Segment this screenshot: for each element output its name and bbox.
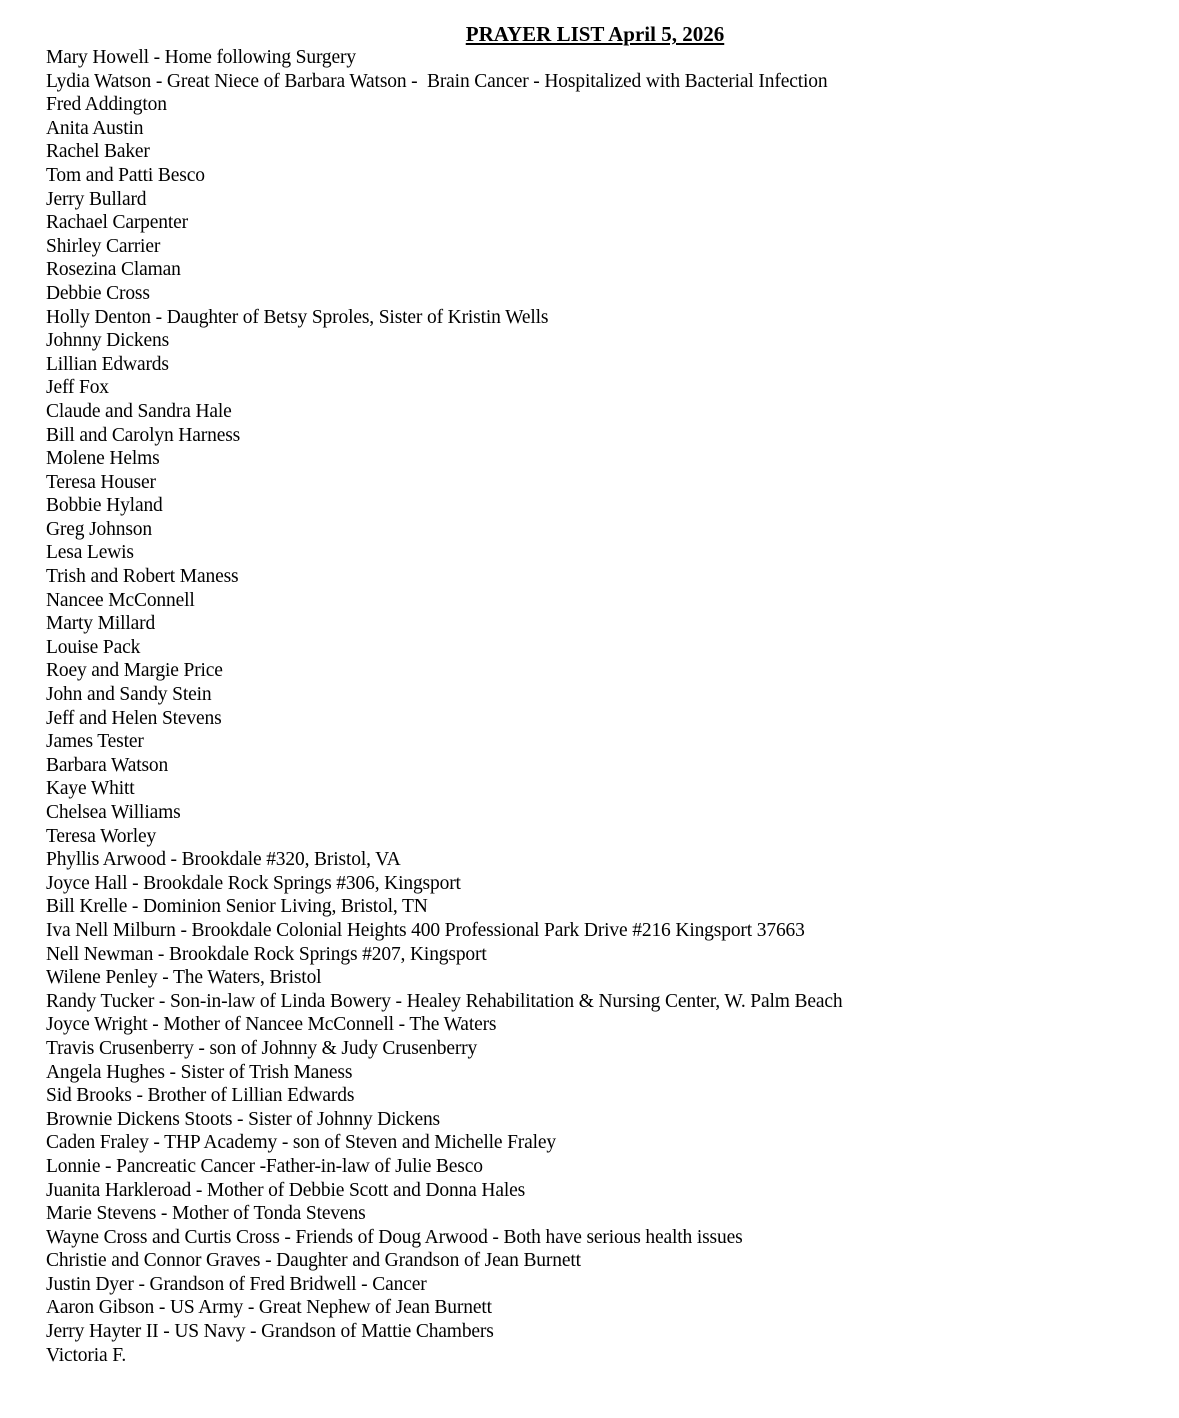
list-item: Bill Krelle - Dominion Senior Living, Bristol, TN <box>46 896 428 918</box>
list-item: Caden Fraley - THP Academy - son of Steven and Michelle Fraley <box>46 1132 557 1154</box>
list-item: Teresa Houser <box>46 471 156 493</box>
list-item: Johnny Dickens <box>46 330 170 352</box>
list-item: Bobbie Hyland <box>46 495 163 517</box>
list-item: Lonnie - Pancreatic Cancer -Father-in-law of Julie Besco <box>46 1155 483 1177</box>
list-item: Anita Austin <box>46 117 144 139</box>
list-item: Lillian Edwards <box>46 353 169 375</box>
list-item: Jeff Fox <box>46 377 109 399</box>
list-item: Bill and Carolyn Harness <box>46 424 241 446</box>
list-item: Nancee McConnell <box>46 589 195 611</box>
list-item: Angela Hughes - Sister of Trish Maness <box>46 1061 353 1083</box>
list-item: Teresa Worley <box>46 825 157 847</box>
list-item: Rosezina Claman <box>46 259 181 281</box>
list-item: Greg Johnson <box>46 518 152 540</box>
list-item: John and Sandy Stein <box>46 684 212 706</box>
list-item: Jerry Bullard <box>46 188 147 210</box>
list-item: Jerry Hayter II - US Navy - Grandson of Mattie Chambers <box>46 1321 494 1343</box>
list-item: Shirley Carrier <box>46 235 161 257</box>
list-item: Travis Crusenberry - son of Johnny & Judy Crusenberry <box>46 1037 478 1059</box>
list-item: Barbara Watson <box>46 754 169 776</box>
list-item: Iva Nell Milburn - Brookdale Colonial Heights 400 Professional Park Drive #216 Kingsport 37663 <box>46 919 805 941</box>
list-item: Louise Pack <box>46 636 141 658</box>
list-item: Holly Denton - Daughter of Betsy Sproles, Sister of Kristin Wells <box>46 306 549 328</box>
list-item: Randy Tucker - Son-in-law of Linda Bowery - Healey Rehabilitation & Nursing Center, W. Palm Beach <box>46 990 843 1012</box>
list-item: Mary Howell - Home following Surgery <box>46 47 356 68</box>
list-item: Lydia Watson - Great Niece of Barbara Watson - Brain Cancer - Hospitalized with Bacterial Infection <box>46 70 828 92</box>
list-item: Kaye Whitt <box>46 778 135 800</box>
list-item: Justin Dyer - Grandson of Fred Bridwell - Cancer <box>46 1273 427 1295</box>
list-item: Fred Addington <box>46 94 167 116</box>
list-item: Christie and Connor Graves - Daughter and Grandson of Jean Burnett <box>46 1250 581 1272</box>
prayer-list <box>46 46 1166 1367</box>
list-item: James Tester <box>46 731 144 753</box>
list-item: Phyllis Arwood - Brookdale #320, Bristol, VA <box>46 849 401 871</box>
list-item: Aaron Gibson - US Army - Great Nephew of Jean Burnett <box>46 1297 492 1319</box>
list-item: Victoria F. <box>46 1344 127 1366</box>
list-item: Marty Millard <box>46 613 156 635</box>
list-item: Debbie Cross <box>46 282 150 304</box>
list-item: Marie Stevens - Mother of Tonda Stevens <box>46 1203 366 1225</box>
list-item: Jeff and Helen Stevens <box>46 707 222 729</box>
page-title: PRAYER LIST April 5, 2026 <box>465 22 725 46</box>
list-item: Sid Brooks - Brother of Lillian Edwards <box>46 1085 355 1107</box>
list-item: Trish and Robert Maness <box>46 566 239 588</box>
list-item: Lesa Lewis <box>46 542 134 564</box>
list-item: Nell Newman - Brookdale Rock Springs #207, Kingsport <box>46 943 487 965</box>
list-item: Rachael Carpenter <box>46 212 188 234</box>
list-item: Brownie Dickens Stoots - Sister of Johnny Dickens <box>46 1108 440 1130</box>
list-item: Tom and Patti Besco <box>46 164 205 186</box>
list-item: Joyce Hall - Brookdale Rock Springs #306, Kingsport <box>46 872 461 894</box>
list-item: Juanita Harkleroad - Mother of Debbie Scott and Donna Hales <box>46 1179 526 1201</box>
list-item: Molene Helms <box>46 448 160 470</box>
list-item: Rachel Baker <box>46 141 150 163</box>
list-item: Wayne Cross and Curtis Cross - Friends of Doug Arwood - Both have serious health issues <box>46 1226 743 1248</box>
list-item: Wilene Penley - The Waters, Bristol <box>46 967 322 989</box>
list-item: Claude and Sandra Hale <box>46 400 232 422</box>
list-item: Chelsea Williams <box>46 802 181 823</box>
list-item: Joyce Wright - Mother of Nancee McConnell - The Waters <box>46 1014 497 1036</box>
list-item: Roey and Margie Price <box>46 660 223 682</box>
